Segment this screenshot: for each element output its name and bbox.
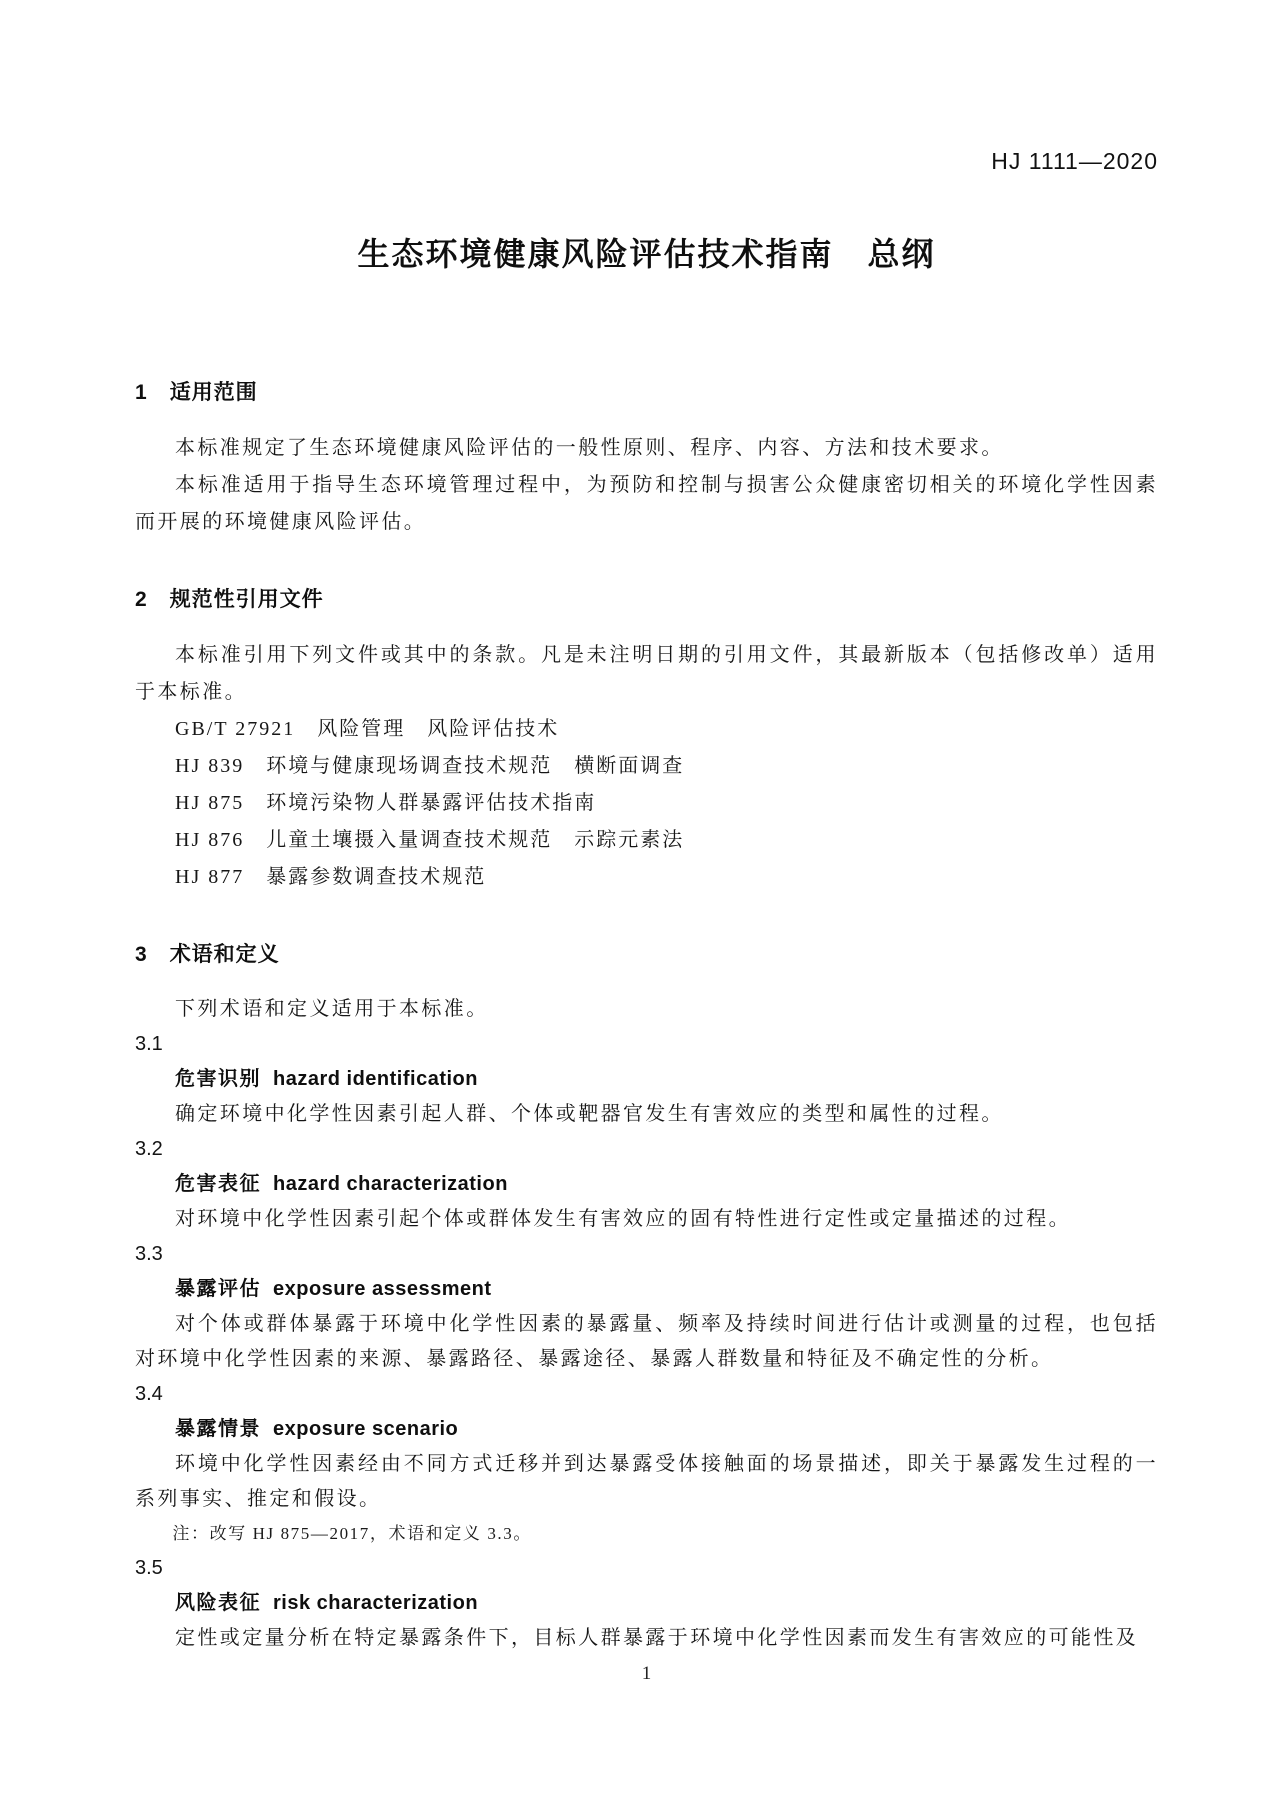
section-terms-heading bbox=[135, 940, 1158, 970]
reference-item: HJ 877 暴露参数调查技术规范 bbox=[175, 866, 487, 888]
section-references-number: 2 bbox=[135, 588, 148, 611]
section-terms-number: 3 bbox=[135, 943, 148, 966]
section-terms bbox=[135, 940, 1158, 1656]
page-content bbox=[0, 148, 1280, 1688]
references-intro: 本标准引用下列文件或其中的条款。凡是未注明日期的引用文件，其最新版本（包括修改单）适用于本标准。 bbox=[135, 644, 1158, 703]
term-number: 3.4 bbox=[135, 1383, 163, 1405]
page-number: 1 bbox=[641, 1663, 652, 1684]
term-name bbox=[135, 1586, 1158, 1621]
term-definition: 对环境中化学性因素引起个体或群体发生有害效应的固有特性进行定性或定量描述的过程。 bbox=[175, 1208, 1071, 1230]
reference-item: HJ 839 环境与健康现场调查技术规范 横断面调查 bbox=[175, 755, 685, 777]
term-definition: 环境中化学性因素经由不同方式迁移并到达暴露受体接触面的场景描述，即关于暴露发生过程的一系列事实、推定和假设。 bbox=[135, 1453, 1158, 1510]
term-name-zh: 危害识别 bbox=[175, 1068, 261, 1090]
section-scope-number: 1 bbox=[135, 381, 148, 404]
term-name-zh: 暴露评估 bbox=[175, 1278, 261, 1300]
term-name-en: risk characterization bbox=[273, 1592, 479, 1614]
section-references bbox=[135, 585, 1158, 896]
term-entry bbox=[135, 1132, 1158, 1237]
term-entry bbox=[135, 1551, 1158, 1656]
section-scope-title: 适用范围 bbox=[169, 381, 258, 404]
section-terms-title: 术语和定义 bbox=[169, 943, 280, 966]
term-name-zh: 危害表征 bbox=[175, 1173, 261, 1195]
doc-code: HJ 1111—2020 bbox=[991, 148, 1158, 174]
term-name-zh: 暴露情景 bbox=[175, 1418, 261, 1440]
term-name-en: hazard characterization bbox=[273, 1173, 508, 1195]
document-title: 生态环境健康风险评估技术指南 总纲 bbox=[357, 236, 936, 272]
reference-item: HJ 876 儿童土壤摄入量调查技术规范 示踪元素法 bbox=[175, 829, 685, 851]
term-number: 3.1 bbox=[135, 1033, 163, 1055]
section-scope-heading bbox=[135, 378, 1158, 408]
term-name-zh: 风险表征 bbox=[175, 1592, 261, 1614]
term-note: 注：改写 HJ 875—2017，术语和定义 3.3。 bbox=[172, 1524, 532, 1543]
term-name-en: exposure scenario bbox=[273, 1418, 459, 1440]
term-number: 3.3 bbox=[135, 1243, 163, 1265]
term-definition: 确定环境中化学性因素引起人群、个体或靶器官发生有害效应的类型和属性的过程。 bbox=[175, 1103, 1004, 1125]
reference-list bbox=[135, 711, 1158, 896]
term-entry bbox=[135, 1377, 1158, 1551]
term-definition: 对个体或群体暴露于环境中化学性因素的暴露量、频率及持续时间进行估计或测量的过程，也包括对环境中化学性因素的来源、暴露路径、暴露途径、暴露人群数量和特征及不确定性的分析。 bbox=[135, 1313, 1158, 1370]
term-name bbox=[135, 1062, 1158, 1097]
term-name bbox=[135, 1167, 1158, 1202]
scope-paragraph-2: 本标准适用于指导生态环境管理过程中，为预防和控制与损害公众健康密切相关的环境化学性因素而开展的环境健康风险评估。 bbox=[135, 474, 1158, 533]
term-entry bbox=[135, 1027, 1158, 1132]
term-name-en: exposure assessment bbox=[273, 1278, 492, 1300]
terms-intro: 下列术语和定义适用于本标准。 bbox=[175, 998, 489, 1020]
term-name bbox=[135, 1412, 1158, 1447]
term-definition: 定性或定量分析在特定暴露条件下，目标人群暴露于环境中化学性因素而发生有害效应的可能性及 bbox=[175, 1627, 1139, 1649]
term-number: 3.5 bbox=[135, 1557, 163, 1579]
term-number: 3.2 bbox=[135, 1138, 163, 1160]
section-references-title: 规范性引用文件 bbox=[169, 588, 324, 611]
scope-paragraph-1: 本标准规定了生态环境健康风险评估的一般性原则、程序、内容、方法和技术要求。 bbox=[175, 437, 1004, 459]
reference-item: GB/T 27921 风险管理 风险评估技术 bbox=[175, 718, 560, 740]
section-references-heading bbox=[135, 585, 1158, 615]
term-name bbox=[135, 1272, 1158, 1307]
section-scope bbox=[135, 378, 1158, 541]
term-entry bbox=[135, 1237, 1158, 1377]
reference-item: HJ 875 环境污染物人群暴露评估技术指南 bbox=[175, 792, 597, 814]
term-name-en: hazard identification bbox=[273, 1068, 478, 1090]
